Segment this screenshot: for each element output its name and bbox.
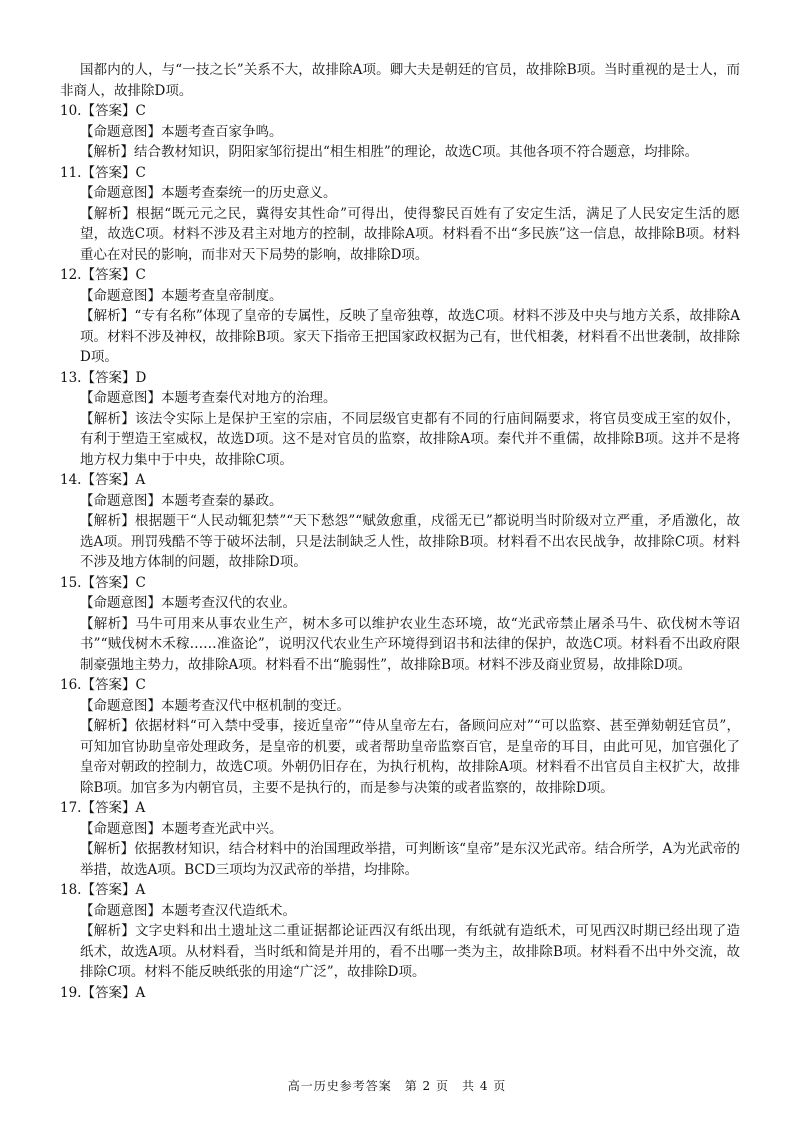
- analysis-paragraph: 【解析】依据教材知识，结合材料中的治国理政举措，可判断该“皇帝”是东汉光武帝。结合所学，A为光武帝的举措，故选A项。BCD三项均为汉武帝的举措，均排除。: [80, 841, 740, 878]
- question-block: [60, 675, 740, 798]
- question-block: [60, 163, 740, 266]
- question-block: [60, 368, 740, 471]
- question-block: [60, 470, 740, 573]
- page-footer: 高一历史参考答案 第 2 页 共 4 页: [287, 1079, 507, 1093]
- intent-line: 【命题意图】本题考查秦的暴政。: [80, 492, 283, 509]
- answer-line: 10.【答案】C: [60, 103, 146, 119]
- answer-line: 14.【答案】A: [60, 472, 146, 488]
- question-block: [60, 798, 740, 880]
- intent-line: 【命题意图】本题考查汉代造纸术。: [80, 902, 296, 919]
- answer-line: 18.【答案】A: [60, 882, 146, 898]
- analysis-paragraph: 【解析】根据题干“人民动辄犯禁”“天下愁怨”“赋敛愈重，戍徭无已”都说明当时阶级对立严重，矛盾激化，故选A项。刑罚残酷不等于破坏法制，只是法制缺乏人性，故排除B项。材料看不出农民战争，故排除C项。材料不涉及地方体制的问题，故排除D项。: [80, 513, 740, 570]
- question-block: [60, 880, 740, 983]
- analysis-paragraph: 【解析】依据材料“可入禁中受事，接近皇帝”“侍从皇帝左右，备顾问应对”“可以监察、甚至弹劾朝廷官员”，可知加官协助皇帝处理政务，是皇帝的机要，或者帮助皇帝监察百官，是皇帝的耳目，由此可见，加官强化了皇帝对朝政的控制力，故选C项。外朝仍旧存在，为执行机构，故排除A项。材料看不出官员自主权扩大，故排除B项。加官多为内朝官员，主要不是执行的，而是参与决策的或者监察的，故排除D项。: [80, 718, 740, 796]
- answer-line: 12.【答案】C: [60, 267, 146, 283]
- intent-line: 【命题意图】本题考查秦代对地方的治理。: [80, 390, 337, 406]
- answer-line: 17.【答案】A: [60, 800, 146, 816]
- analysis-paragraph: 【解析】结合教材知识，阴阳家邹衍提出“相生相胜”的理论，故选C项。其他各项不符合题意，均排除。: [80, 144, 699, 160]
- last-answer-line: 19.【答案】A: [60, 984, 146, 1001]
- analysis-paragraph: 【解析】“专有名称”体现了皇帝的专属性，反映了皇帝独尊，故选C项。材料不涉及中央与地方关系，故排除A项。材料不涉及神权，故排除B项。家天下指帝王把国家政权据为己有，世代相袭，材料看不出世袭制，故排除D项。: [80, 308, 740, 365]
- intent-line: 【命题意图】本题考查百家争鸣。: [80, 123, 283, 140]
- intro-paragraph: 国都内的人，与“一技之长”关系不大，故排除A项。卿大夫是朝廷的官员，故排除B项。当时重视的是士人，而非商人，故排除D项。: [60, 62, 740, 99]
- intent-line: 【命题意图】本题考查秦统一的历史意义。: [80, 185, 337, 201]
- question-block: [60, 265, 740, 368]
- analysis-paragraph: 【解析】该法令实际上是保护王室的宗庙，不同层级官吏都有不同的行庙间隔要求，将官员变成王室的奴仆，有利于塑造王室威权，故选D项。这不是对官员的监察，故排除A项。秦代并不重儒，故排除B项。这并不是将地方权力集中于中央，故排除C项。: [80, 410, 740, 468]
- analysis-paragraph: 【解析】马牛可用来从事农业生产，树木多可以维护农业生态环境，故“光武帝禁止屠杀马牛、砍伐树木等诏书”“贼伐树木禾稼……准盗论”，说明汉代农业生产环境得到诏书和法律的保护，故选C项。材料看不出政府限制豪强地主势力，故排除A项。材料看不出“脆弱性”，故排除B项。材料不涉及商业贸易，故排除D项。: [80, 615, 740, 673]
- answer-line: 16.【答案】C: [60, 677, 146, 693]
- intent-line: 【命题意图】本题考查汉代的农业。: [80, 595, 296, 611]
- intent-line: 【命题意图】本题考查汉代中枢机制的变迁。: [80, 697, 350, 714]
- answer-line: 15.【答案】C: [60, 574, 146, 591]
- question-block: [60, 101, 740, 163]
- question-list: [60, 101, 740, 983]
- answer-content: [60, 60, 740, 1003]
- analysis-paragraph: 【解析】根据“既元元之民，冀得安其性命”可得出，使得黎民百姓有了安定生活，满足了人民安定生活的愿望，故选C项。材料不涉及君主对地方的控制，故排除A项。材料看不出“多民族”这一信息，故排除B项。材料重心在对民的影响，而非对天下局势的影响，故排除D项。: [80, 205, 740, 263]
- intent-line: 【命题意图】本题考查皇帝制度。: [80, 287, 283, 304]
- answer-line: 13.【答案】D: [60, 369, 147, 386]
- question-block: [60, 573, 740, 676]
- answer-line: 11.【答案】C: [60, 164, 146, 181]
- analysis-paragraph: 【解析】文字史料和出土遗址这二重证据都论证西汉有纸出现，有纸就有造纸术，可见西汉时期已经出现了造纸术，故选A项。从材料看，当时纸和简是并用的，看不出哪一类为主，故排除B项。材料看不出中外交流，故排除C项。材料不能反映纸张的用途“广泛”，故排除D项。: [80, 923, 740, 980]
- intent-line: 【命题意图】本题考查光武中兴。: [80, 820, 283, 837]
